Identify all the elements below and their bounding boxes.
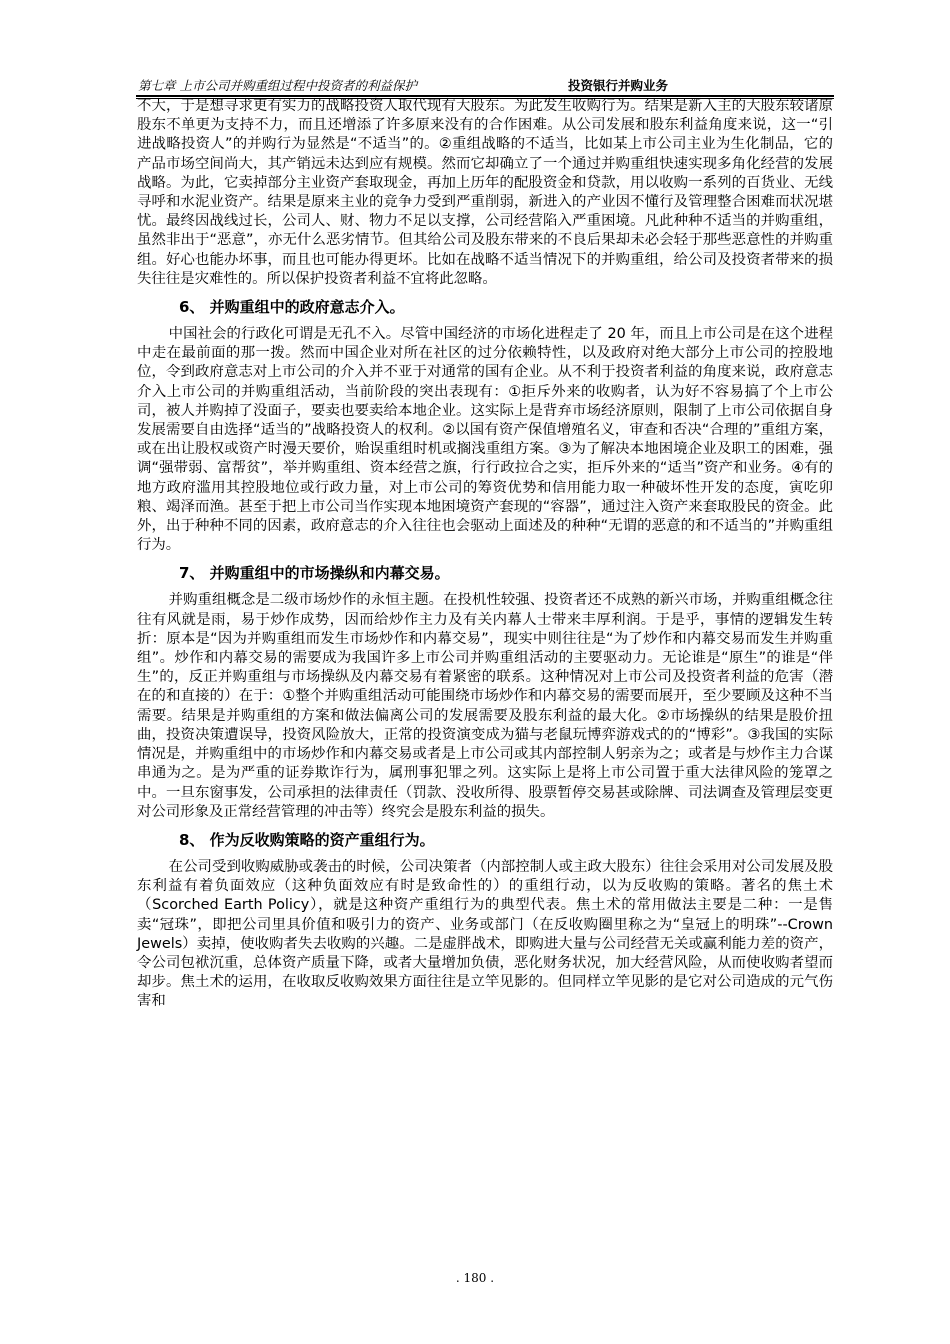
running-header (138, 76, 830, 94)
section-heading-7: 7、 并购重组中的市场操纵和内幕交易。 (179, 564, 450, 583)
page-number: . 180 . (455, 1271, 495, 1285)
paragraph-section-8: 在公司受到收购威胁或袭击的时候，公司决策者（内部控制人或主政大股东）往往会采用对公司发展及股东利益有着负面效应（这种负面效应有时是致命性的）的重组行动，以为反收购的策略。著名的焦土术（Scorched Earth Policy），就是这种资产重组行为的典型代表。焦土术的常用做法主要是二种：一是售卖“冠珠”，即把公司里具价值和吸引力的资产、业务或部门（在反收购圈里称之为“皇冠上的明珠”--Crown Jewels）卖掉，使收购者失去收购的兴趣。二是虚胖战术，即购进大量与公司经营无关或赢利能力差的资产，令公司包袱沉重，总体资产质量下降，或者大量增加负债，恶化财务状况，加大经营风险，从而使收购者望而却步。焦土术的运用，在收取反收购效果方面往往是立竿见影的。但同样立竿见影的是它对公司造成的元气伤害和 (137, 858, 833, 1010)
paragraph-section-6: 中国社会的行政化可谓是无孔不入。尽管中国经济的市场化进程走了 20 年，而且上市公司是在这个进程中走在最前面的那一拨。然而中国企业对所在社区的过分依赖特性，以及政府对绝大部分上市公司的控股地位，令到政府意志对上市公司的介入并不亚于对通常的国有企业。从不利于投资者利益的角度来说，政府意志介入上市公司的并购重组活动，当前阶段的突出表现有：①拒斥外来的收购者，认为好不容易搞了个上市公司，被人并购掉了没面子，要卖也要卖给本地企业。这实际上是背弃市场经济原则，限制了上市公司依据自身发展需要自由选择“适当的”战略投资人的权利。②以国有资产保值增殖名义，审查和否决“合理的”重组方案，或在出让股权或资产时漫天要价，贻误重组时机或搁浅重组方案。③为了解决本地困境企业及职工的困难，强调“强带弱、富帮贫”，举并购重组、资本经营之旗，行行政拉合之实，拒斥外来的“适当”资产和业务。④有的地方政府滥用其控股地位或行政力量，对上市公司的筹资优势和信用能力取一种破坏性开发的态度，寅吃卯粮、竭泽而渔。甚至于把上市公司当作实现本地困境资产套现的“容器”，通过注入资产来套取股民的资金。此外，出于种种不同的因素，政府意志的介入往往也会驱动上面述及的种种“无谓的恶意的和不适当的”并购重组行为。 (137, 326, 833, 554)
body-text (137, 97, 833, 1012)
section-heading-8: 8、 作为反收购策略的资产重组行为。 (179, 830, 435, 849)
paragraph-continued: 不大，于是想寻求更有实力的战略投资人取代现有大股东。为此发生收购行为。结果是新入主的大股东较诸原股东不单更为支持不力，而且还增添了许多原来没有的合作困难。从公司发展和股东利益角度来说，这一“引进战略投资人”的并购行为显然是“不适当”的。②重组战略的不适当，比如某上市公司主业为生化制品，它的产品市场空间尚大，其产销远未达到应有规模。然而它却确立了一个通过并购重组快速实现多角化经营的发展战略。为此，它卖掉部分主业资产套取现金，再加上历年的配股资金和贷款，用以收购一系列的百货业、无线寻呼和水泥业资产。结果是原来主业的竞争力受到严重削弱，新进入的产业因不懂行及管理整合困难而状况堪忧。最终因战线过长，公司人、财、物力不足以支撑，公司经营陷入严重困境。凡此种种不适当的并购重组，虽然非出于“恶意”，亦无什么恶劣情节。但其给公司及股东带来的不良后果却未必会轻于那些恶意性的并购重组。好心也能办坏事，而且也可能办得更坏。比如在战略不适当情况下的并购重组，给公司及投资者带来的损失往往是灾难性的。所以保护投资者利益不宜将此忽略。 (137, 98, 833, 287)
section-heading-6: 6、 并购重组中的政府意志介入。 (179, 298, 405, 317)
chapter-title: 第七章 上市公司并购重组过程中投资者的利益保护 (138, 78, 417, 93)
book-title: 投资银行并购业务 (568, 78, 669, 93)
paragraph-section-7: 并购重组概念是二级市场炒作的永恒主题。在投机性较强、投资者还不成熟的新兴市场，并购重组概念往往有风就是雨，易于炒作成势，因而给炒作主力及有关内幕人士带来丰厚利润。于是乎，事情的逻辑发生转折：原本是“因为并购重组而发生市场炒作和内幕交易”，现实中则往往是“为了炒作和内幕交易而发生并购重组”。炒作和内幕交易的需要成为我国许多上市公司并购重组活动的主要驱动力。无论谁是“原生”的谁是“伴生”的，反正并购重组与市场操纵及内幕交易有着紧密的联系。这种情况对上市公司及投资者利益的危害（潜在的和直接的）在于：①整个并购重组活动可能围绕市场炒作和内幕交易的需要而展开，至少要顾及这种不当需要。结果是并购重组的方案和做法偏离公司的发展需要及股东利益的最大化。②市场操纵的结果是股价扭曲，投资决策遭误导，投资风险放大，正常的投资演变成为猫与老鼠玩博弈游戏式的的“博彩”。③我国的实际情况是，并购重组中的市场炒作和内幕交易或者是上市公司或其内部控制人躬亲为之；或者是与炒作主力合谋串通为之。是为严重的证券欺诈行为，属刑事犯罪之列。这实际上是将上市公司置于重大法律风险的笼罩之中。一旦东窗事发，公司承担的法律责任（罚款、没收所得、股票暂停交易甚或除牌、司法调查及管理层变更对公司形象及正常经营管理的冲击等）终究会是股东利益的损失。 (137, 592, 833, 820)
